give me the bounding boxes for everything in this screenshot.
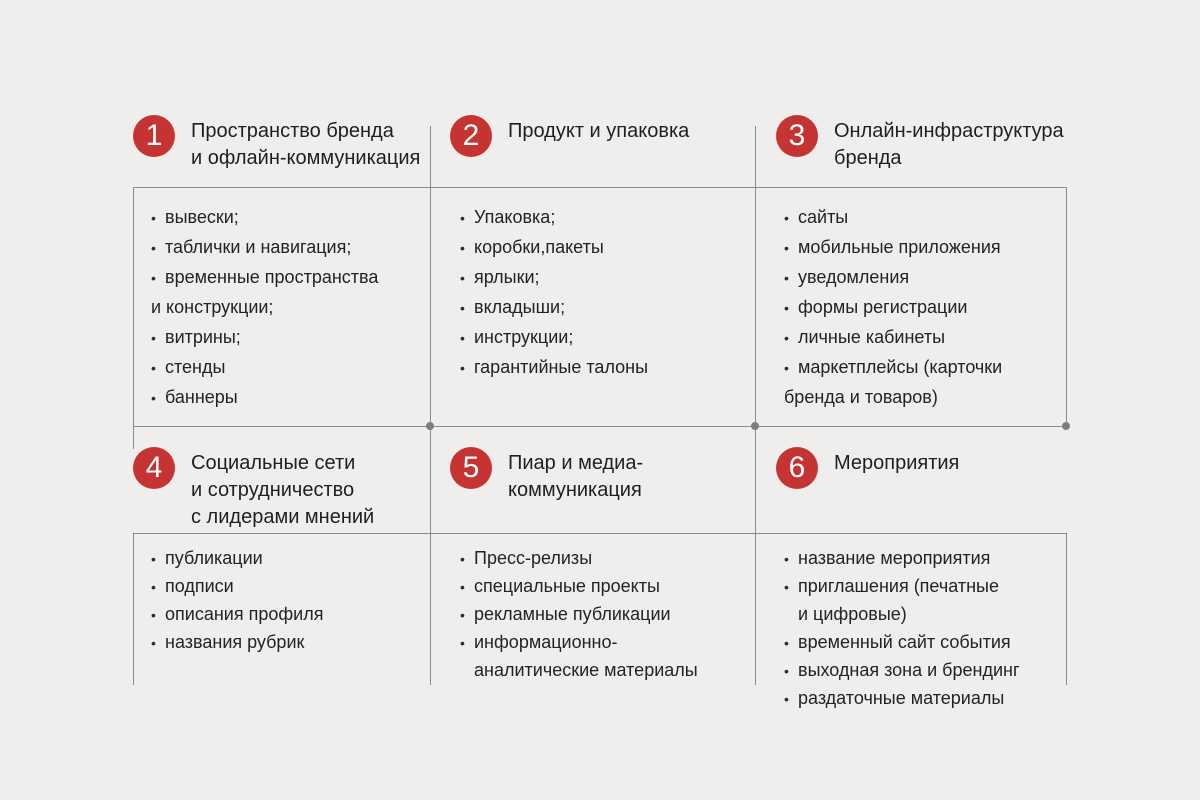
list-item-text: подписи: [165, 576, 234, 596]
list-item-text: гарантийные талоны: [474, 357, 649, 377]
list-item-text: рекламные публикации: [474, 604, 671, 624]
bullet-icon: •: [460, 635, 465, 651]
list-item: [151, 352, 378, 382]
list-item: [151, 628, 323, 656]
bullet-icon: •: [784, 360, 789, 376]
bullet-icon: •: [151, 551, 156, 567]
bullet-icon: •: [151, 330, 156, 346]
bullet-icon: •: [460, 579, 465, 595]
list-item: [460, 572, 698, 600]
section-header: [776, 450, 959, 489]
bullet-icon: •: [151, 270, 156, 286]
section-title: [508, 118, 689, 145]
list-item: [460, 202, 648, 232]
section-title: [191, 118, 420, 172]
section-brand-space: [133, 118, 430, 426]
list-item-text: сайты: [798, 207, 849, 227]
section-title-line: Онлайн-инфраструктура: [834, 120, 1064, 142]
section-title-line: коммуникация: [508, 479, 642, 501]
list-item-text: вывески;: [165, 207, 239, 227]
list-item-text: вкладыши;: [474, 297, 566, 317]
section-title: [191, 450, 374, 531]
list-item: [784, 656, 1020, 684]
list-item-text: раздаточные материалы: [798, 688, 1005, 708]
list-item: [784, 262, 1002, 292]
section-number-badge: 2: [450, 115, 492, 157]
section-header: [450, 450, 643, 504]
list-item-text: стенды: [165, 357, 226, 377]
list-item-continuation: аналитические материалы: [474, 660, 698, 680]
section-title-line: Мероприятия: [834, 452, 960, 474]
list-item-text: личные кабинеты: [798, 327, 946, 347]
bullet-icon: •: [460, 300, 465, 316]
bullet-icon: •: [460, 607, 465, 623]
section-header: [776, 118, 1064, 172]
list-item-continuation: бренда и товаров): [784, 387, 938, 407]
section-events: [755, 450, 1066, 708]
list-item: [784, 232, 1002, 262]
section-number-badge: 3: [776, 115, 818, 157]
section-number-badge: 1: [133, 115, 175, 157]
list-item-text: маркетплейсы (карточки: [798, 357, 1003, 377]
bullet-icon: •: [784, 691, 789, 707]
list-item-text: публикации: [165, 548, 263, 568]
section-item-list: [151, 202, 378, 412]
list-item: [460, 262, 648, 292]
list-item-text: таблички и навигация;: [165, 237, 352, 257]
list-item-text: временные пространства: [165, 267, 379, 287]
bullet-icon: •: [784, 240, 789, 256]
list-item-text: информационно-: [474, 632, 618, 652]
list-item: [460, 352, 648, 382]
list-item-text: баннеры: [165, 387, 238, 407]
list-item-text: Упаковка;: [474, 207, 556, 227]
section-title-line: Социальные сети: [191, 452, 356, 474]
bullet-icon: •: [460, 270, 465, 286]
bullet-icon: •: [151, 635, 156, 651]
section-number-badge: 6: [776, 447, 818, 489]
section-title-line: Продукт и упаковка: [508, 120, 690, 142]
bullet-icon: •: [151, 210, 156, 226]
list-item: [151, 572, 323, 600]
bullet-icon: •: [784, 635, 789, 651]
list-item: [784, 202, 1002, 232]
section-title-line: и офлайн-коммуникация: [191, 147, 421, 169]
list-item: [784, 352, 1002, 412]
list-item-text: ярлыки;: [474, 267, 540, 287]
section-number-badge: 5: [450, 447, 492, 489]
list-item: [151, 600, 323, 628]
section-online-infrastructure: [755, 118, 1066, 426]
grid-line-right-lower: [1066, 533, 1067, 685]
bullet-icon: •: [460, 330, 465, 346]
list-item: [460, 544, 698, 572]
section-item-list: [460, 202, 648, 382]
bullet-icon: •: [151, 607, 156, 623]
list-item: [784, 292, 1002, 322]
list-item-continuation: и конструкции;: [151, 297, 274, 317]
bullet-icon: •: [460, 240, 465, 256]
list-item: [151, 262, 378, 322]
list-item-text: выходная зона и брендинг: [798, 660, 1020, 680]
list-item: [460, 322, 648, 352]
section-title: [834, 118, 1064, 172]
section-title-line: бренда: [834, 147, 902, 169]
list-item-text: Пресс-релизы: [474, 548, 593, 568]
list-item-text: уведомления: [798, 267, 910, 287]
list-item-text: витрины;: [165, 327, 241, 347]
bullet-icon: •: [460, 551, 465, 567]
list-item-text: инструкции;: [474, 327, 574, 347]
section-product-packaging: [430, 118, 755, 426]
bullet-icon: •: [151, 240, 156, 256]
section-header: [133, 118, 420, 172]
list-item-text: коробки,пакеты: [474, 237, 604, 257]
list-item: [151, 322, 378, 352]
list-item-text: специальные проекты: [474, 576, 660, 596]
list-item: [784, 684, 1020, 712]
section-title-line: с лидерами мнений: [191, 506, 375, 528]
section-item-list: [784, 202, 1002, 412]
list-item-text: описания профиля: [165, 604, 324, 624]
bullet-icon: •: [784, 663, 789, 679]
list-item: [460, 628, 698, 684]
bullet-icon: •: [784, 270, 789, 286]
list-item: [151, 202, 378, 232]
list-item: [151, 544, 323, 572]
section-item-list: [151, 544, 323, 656]
section-pr-media: [430, 450, 755, 686]
list-item: [151, 232, 378, 262]
bullet-icon: •: [151, 579, 156, 595]
list-item: [784, 544, 1020, 572]
bullet-icon: •: [460, 210, 465, 226]
bullet-icon: •: [151, 390, 156, 406]
list-item-text: формы регистрации: [798, 297, 968, 317]
section-title-line: Пространство бренда: [191, 120, 394, 142]
grid-line-right-upper: [1066, 187, 1067, 426]
section-item-list: [460, 544, 698, 684]
list-item: [460, 600, 698, 628]
list-item-text: приглашения (печатные: [798, 576, 999, 596]
list-item: [784, 628, 1020, 656]
section-title-line: и сотрудничество: [191, 479, 355, 501]
bullet-icon: •: [151, 360, 156, 376]
list-item-text: временный сайт события: [798, 632, 1011, 652]
list-item-continuation: и цифровые): [798, 604, 907, 624]
bullet-icon: •: [460, 360, 465, 376]
bullet-icon: •: [784, 551, 789, 567]
section-item-list: [784, 544, 1020, 712]
list-item: [460, 292, 648, 322]
grid-line-middle-rule: [133, 426, 1067, 427]
list-item-text: мобильные приложения: [798, 237, 1001, 257]
bullet-icon: •: [784, 300, 789, 316]
list-item: [784, 322, 1002, 352]
list-item: [460, 232, 648, 262]
section-title-line: Пиар и медиа-: [508, 452, 644, 474]
bullet-icon: •: [784, 330, 789, 346]
section-title: [508, 450, 643, 504]
list-item-text: название мероприятия: [798, 548, 991, 568]
section-title: [834, 450, 959, 477]
list-item: [784, 572, 1020, 628]
bullet-icon: •: [784, 210, 789, 226]
section-social-media: [133, 450, 430, 686]
bullet-icon: •: [784, 579, 789, 595]
section-header: [133, 450, 374, 531]
list-item: [151, 382, 378, 412]
section-header: [450, 118, 689, 157]
section-number-badge: 4: [133, 447, 175, 489]
list-item-text: названия рубрик: [165, 632, 305, 652]
